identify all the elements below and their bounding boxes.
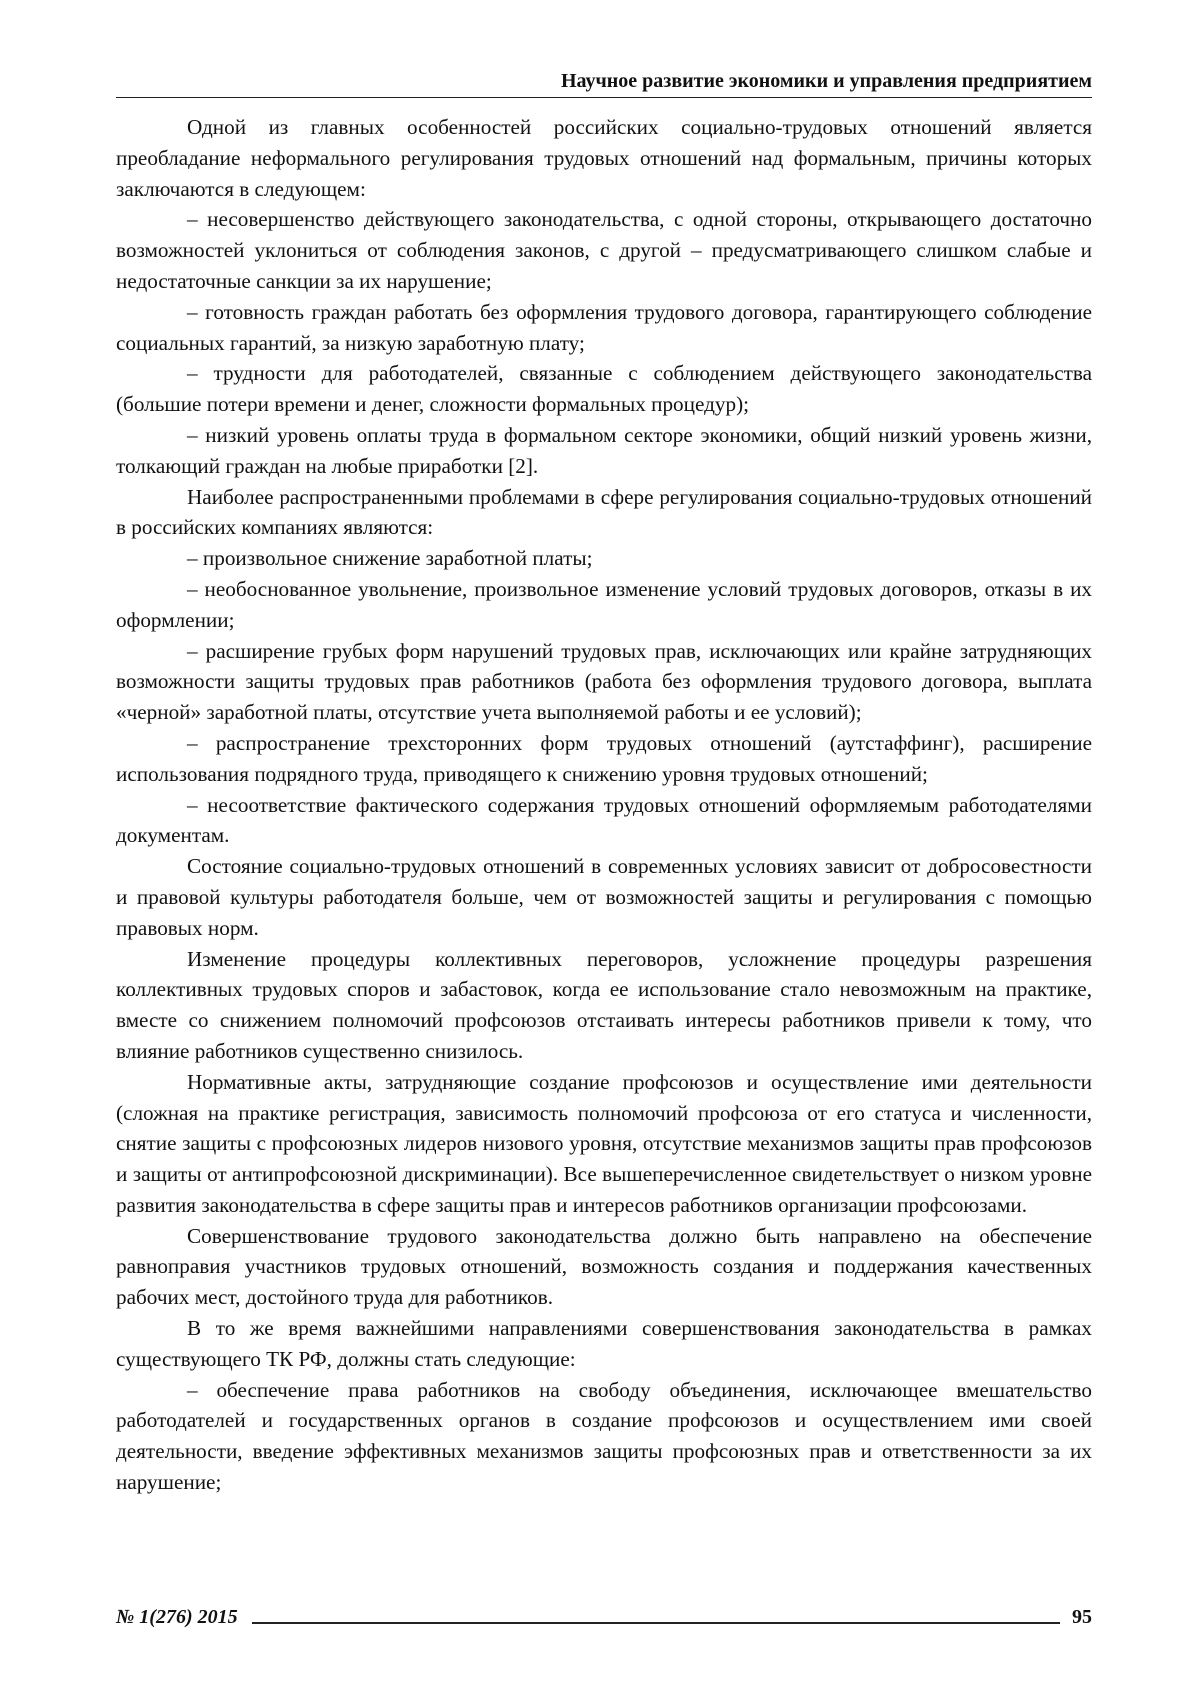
page-number: 95 xyxy=(1072,1606,1092,1628)
list-item: – несовершенство действующего законодательства, с одной стороны, открывающего достаточно возможностей уклониться от соблюдения законов, с другой – предусматривающего слишком слабые и недостаточные санкции за их нарушение; xyxy=(116,204,1092,296)
list-item: – низкий уровень оплаты труда в формальном секторе экономики, общий низкий уровень жизни, толкающий граждан на любые приработки [2]. xyxy=(116,420,1092,482)
list-item: – несоответствие фактического содержания трудовых отношений оформляемым работодателями документам. xyxy=(116,790,1092,852)
article-body xyxy=(116,112,1092,1498)
list-item: – готовность граждан работать без оформления трудового договора, гарантирующего соблюдение социальных гарантий, за низкую заработную плату; xyxy=(116,297,1092,359)
issue-number: № 1(276) 2015 xyxy=(116,1606,238,1628)
list-item: – трудности для работодателей, связанные с соблюдением действующего законодательства (большие потери времени и денег, сложности формальных процедур); xyxy=(116,358,1092,420)
running-header xyxy=(116,70,1092,98)
list-item: – произвольное снижение заработной платы; xyxy=(116,543,1092,574)
list-item: – распространение трехсторонних форм трудовых отношений (аутстаффинг), расширение использования подрядного труда, приводящего к снижению уровня трудовых отношений; xyxy=(116,728,1092,790)
paragraph: В то же время важнейшими направлениями совершенствования законодательства в рамках существующего ТК РФ, должны стать следующие: xyxy=(116,1313,1092,1375)
list-item: – расширение грубых форм нарушений трудовых прав, исключающих или крайне затрудняющих возможности защиты трудовых прав работников (работа без оформления трудового договора, выплата «черной» заработной платы, отсутствие учета выполняемой работы и ее условий); xyxy=(116,636,1092,728)
page-footer xyxy=(116,1600,1092,1628)
paragraph: Состояние социально-трудовых отношений в современных условиях зависит от добросовестности и правовой культуры работодателя больше, чем от возможностей защиты и регулирования с помощью правовых норм. xyxy=(116,851,1092,943)
paragraph: Изменение процедуры коллективных переговоров, усложнение процедуры разрешения коллективных трудовых споров и забастовок, когда ее использование стало невозможным на практике, вместе со снижением полномочий профсоюзов отстаивать интересы работников привели к тому, что влияние работников существенно снизилось. xyxy=(116,944,1092,1067)
journal-title: Научное развитие экономики и управления предприятием xyxy=(561,70,1092,92)
footer-rule xyxy=(252,1622,1060,1624)
paragraph: Наиболее распространенными проблемами в сфере регулирования социально-трудовых отношений в российских компаниях являются: xyxy=(116,482,1092,544)
list-item: – необоснованное увольнение, произвольное изменение условий трудовых договоров, отказы в их оформлении; xyxy=(116,574,1092,636)
paragraph: Одной из главных особенностей российских социально-трудовых отношений является преобладание неформального регулирования трудовых отношений над формальным, причины которых заключаются в следующем: xyxy=(116,112,1092,204)
list-item: – обеспечение права работников на свободу объединения, исключающее вмешательство работодателей и государственных органов в создание профсоюзов и осуществлением ими своей деятельности, введение эффективных механизмов защиты профсоюзных прав и ответственности за их нарушение; xyxy=(116,1375,1092,1498)
paragraph: Совершенствование трудового законодательства должно быть направлено на обеспечение равноправия участников трудовых отношений, возможность создания и поддержания качественных рабочих мест, достойного труда для работников. xyxy=(116,1221,1092,1313)
paragraph: Нормативные акты, затрудняющие создание профсоюзов и осуществление ими деятельности (сложная на практике регистрация, зависимость полномочий профсоюза от его статуса и численности, снятие защиты с профсоюзных лидеров низового уровня, отсутствие механизмов защиты прав профсоюзов и защиты от антипрофсоюзной дискриминации). Все вышеперечисленное свидетельствует о низком уровне развития законодательства в сфере защиты прав и интересов работников организации профсоюзами. xyxy=(116,1067,1092,1221)
